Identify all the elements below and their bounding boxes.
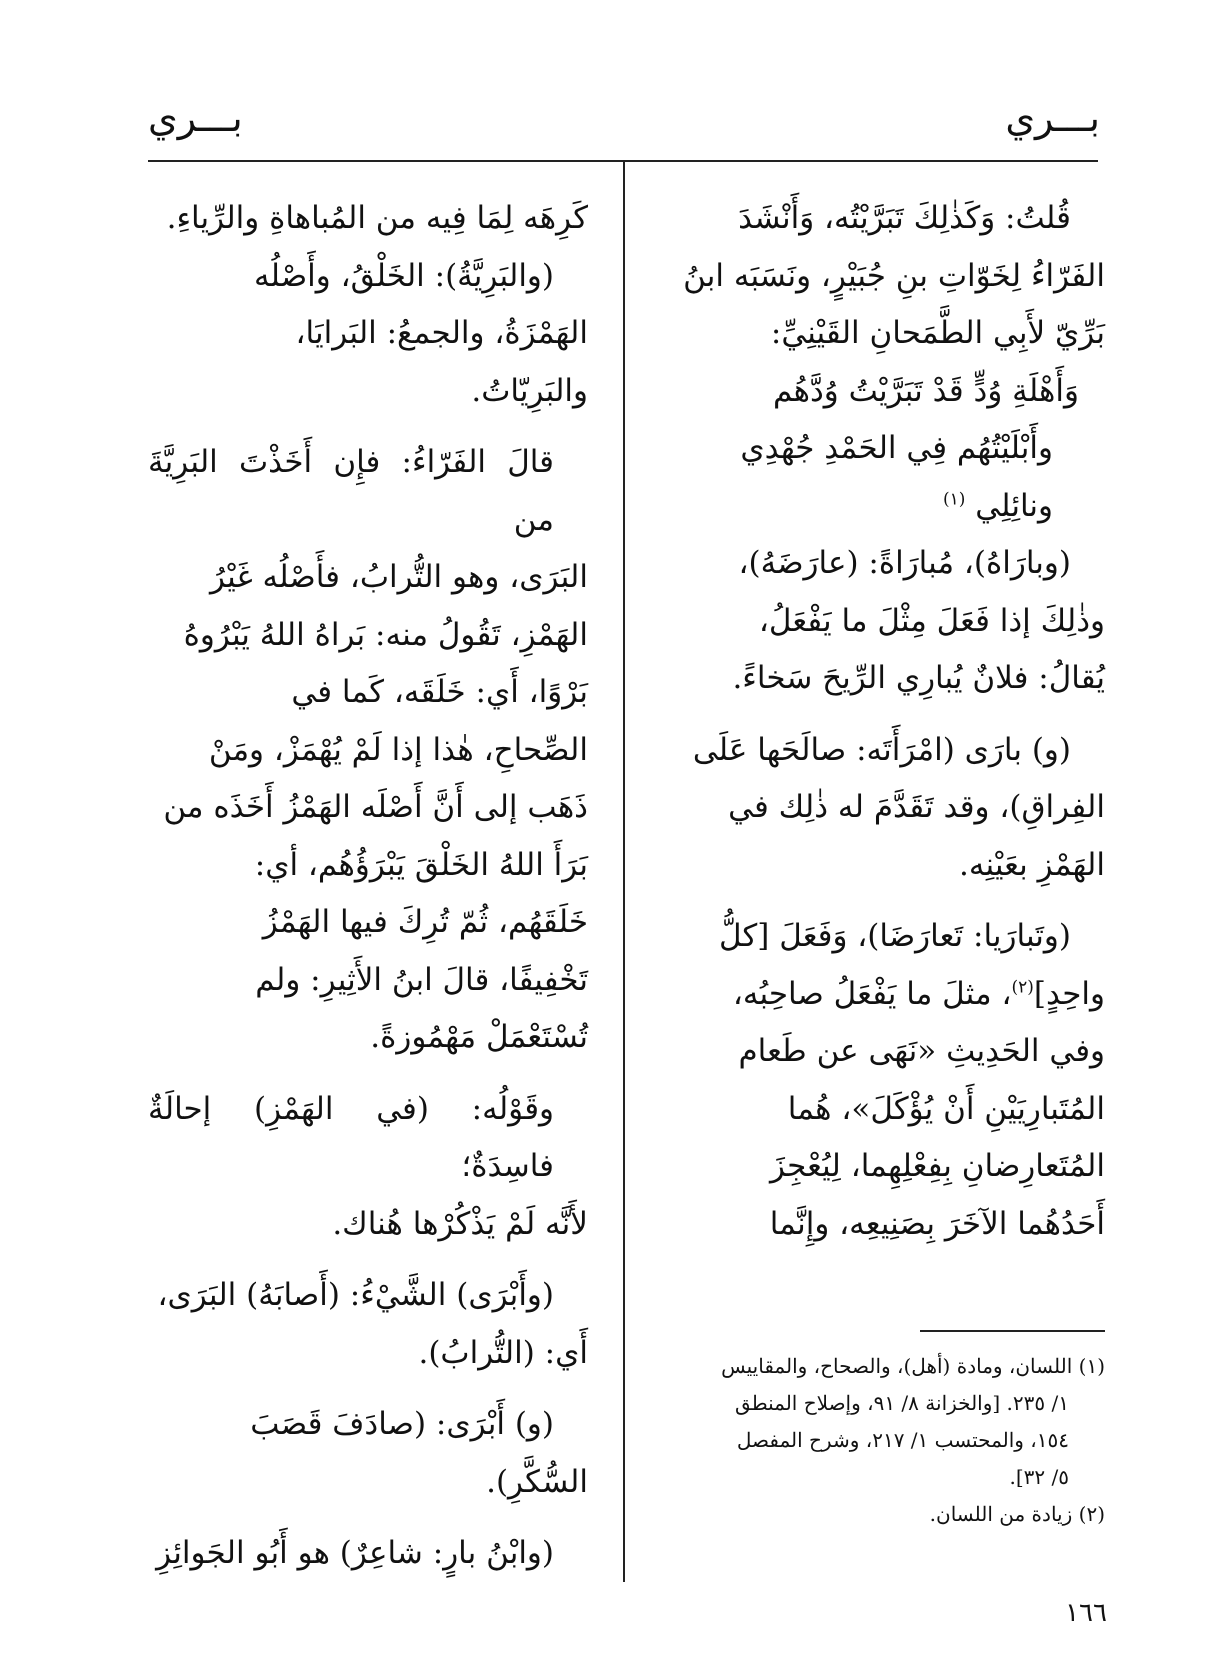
text-line: تَخْفِيفًا، قالَ ابنُ الأَثِيرِ: ولم bbox=[255, 961, 588, 998]
text-line: بَرَأَ اللهُ الخَلْقَ يَبْرَؤُهُم، أي: bbox=[254, 846, 588, 883]
header-root-word-right: بـــري bbox=[1005, 96, 1100, 140]
text-line: (وأَبْرَى) الشَّيْءُ: (أَصابَهُ) البَرَى، bbox=[157, 1277, 554, 1313]
text-line: الهَمْزِ، تَقُولُ منه: بَراهُ اللهُ يَبْرُوهُ bbox=[183, 616, 588, 653]
text-line: قالَ الفَرّاءُ: فإِن أَخَذْتَ البَرِيَّةَ من bbox=[148, 444, 554, 538]
text-line: وفي الحَدِيثِ «نَهَى عن طَعام bbox=[738, 1033, 1105, 1069]
left-column bbox=[148, 190, 588, 1583]
footnote-rule bbox=[920, 1330, 1105, 1332]
footnote-mark: (٢) bbox=[1011, 977, 1034, 998]
text-line: كَرِهَه لِمَا فِيه من المُباهاةِ والرِّياءِ. bbox=[166, 200, 588, 236]
text-line: الهَمْزَةُ، والجمعُ: البَرايَا، bbox=[295, 315, 588, 351]
text-line: (و) أَبْرَى: (صادَفَ قَصَبَ bbox=[250, 1406, 554, 1442]
text-line: وقَوْلُه: (في الهَمْزِ) إحالَةٌ فاسِدَةٌ؛ bbox=[148, 1090, 554, 1184]
footnotes bbox=[655, 1348, 1105, 1533]
text-line: (وبارَاهُ)، مُبارَاةً: (عارَضَهُ)، bbox=[738, 545, 1071, 581]
text-line: الفِراقِ)، وقد تَقَدَّمَ له ذٰلِك في bbox=[728, 789, 1105, 825]
text-line: لأَنَّه لَمْ يَذْكُرْها هُناك. bbox=[332, 1205, 588, 1242]
page-number: ١٦٦ bbox=[1065, 1598, 1107, 1628]
text-line: الصِّحاحِ، هٰذا إذا لَمْ يُهْمَزْ، ومَنْ bbox=[208, 731, 588, 768]
footnote-mark: (١) bbox=[942, 489, 966, 510]
verse-line: وَأَهْلَةِ وُدٍّ قَدْ تَبَرَّيْتُ وُدَّهُم bbox=[772, 372, 1079, 409]
text-line: أَي: (التُّرابُ). bbox=[418, 1334, 588, 1371]
text-line: تُسْتَعْمَلْ مَهْمُوزةً. bbox=[370, 1019, 588, 1055]
text-line: (وتَبارَيا: تَعارَضَا)، وَفَعَلَ [كلُّ bbox=[719, 918, 1071, 954]
footnote-line: (١) اللسان، ومادة (أهل)، والصحاح، والمقاييس bbox=[721, 1354, 1105, 1378]
text-line: المُتَعارِضانِ بِفِعْلِهِما، لِيُعْجِزَ bbox=[769, 1148, 1105, 1184]
text-line: المُتَبارِيَيْنِ أَنْ يُؤْكَلَ»، هُما bbox=[787, 1090, 1105, 1127]
text-line: البَرَى، وهو التُّرابُ، فأَصْلُه غَيْرُ bbox=[210, 559, 588, 595]
text-segment: ، مثلَ ما يَفْعَلُ صاحِبُه، bbox=[732, 975, 1012, 1012]
header-root-word-left: بـــري bbox=[148, 96, 243, 140]
text-line: الفَرّاءُ لِخَوّاتِ بنِ جُبَيْرٍ، ونَسَبَه ابنُ bbox=[683, 257, 1105, 294]
text-line: قُلتُ: وَكَذٰلِكَ تَبَرَّيْتُه، وَأَنْشَدَ bbox=[738, 200, 1071, 236]
text-line: الهَمْزِ بعَيْنِه. bbox=[959, 846, 1105, 883]
footnote-line: ٥/ ٣٢]. bbox=[1009, 1465, 1069, 1489]
verse-text: وأَبْلَيْتُهُم فِي الحَمْدِ جُهْدِي ونائِلِي bbox=[740, 430, 1053, 524]
footnote-line: ١٥٤، والمحتسب ١/ ٢١٧، وشرح المفصل bbox=[736, 1428, 1069, 1452]
text-line: وذٰلِكَ إذا فَعَلَ مِثْلَ ما يَفْعَلُ، bbox=[758, 602, 1105, 639]
text-line: (و) بارَى (امْرَأَتَه: صالَحَها عَلَى bbox=[692, 731, 1071, 768]
text-line: يُقالُ: فلانٌ يُبارِي الرِّيحَ سَخاءً. bbox=[732, 660, 1105, 696]
text-line: والبَرِيّاتُ. bbox=[471, 372, 588, 409]
text-line: ذَهَب إلى أَنَّ أَصْلَه الهَمْزُ أَخَذَه من bbox=[163, 789, 588, 825]
verse-line bbox=[655, 420, 1105, 535]
footnote-line: (٢) زيادة من اللسان. bbox=[929, 1502, 1105, 1526]
text-line: بَرِّيّ لأَبِي الطَّمَحانِ القَيْنِيِّ: bbox=[770, 315, 1105, 351]
column-divider bbox=[623, 162, 625, 1582]
text-line: خَلَقَهُم، ثُمّ تُرِكَ فيها الهَمْزُ bbox=[262, 904, 588, 940]
footnote-line: ١/ ٢٣٥. [والخزانة ٨/ ٩١، وإصلاح المنطق bbox=[735, 1391, 1069, 1415]
text-line: السُّكَّرِ). bbox=[486, 1463, 588, 1500]
text-line: أَحَدُهُما الآخَرَ بِصَنِيعِه، وإِنَّما bbox=[769, 1205, 1105, 1242]
text-segment: واحِدٍ] bbox=[1033, 975, 1105, 1012]
text-line: (وابْنُ بارٍ: شاعِرٌ) هو أَبُو الجَوائِزِ bbox=[156, 1535, 554, 1571]
right-column bbox=[655, 190, 1105, 1253]
text-line: بَرْوًا، أَي: خَلَقَه، كَما في bbox=[291, 674, 588, 710]
text-line bbox=[655, 966, 1105, 1024]
text-line: (والبَرِيَّةُ): الخَلْقُ، وأَصْلُه bbox=[253, 257, 554, 294]
